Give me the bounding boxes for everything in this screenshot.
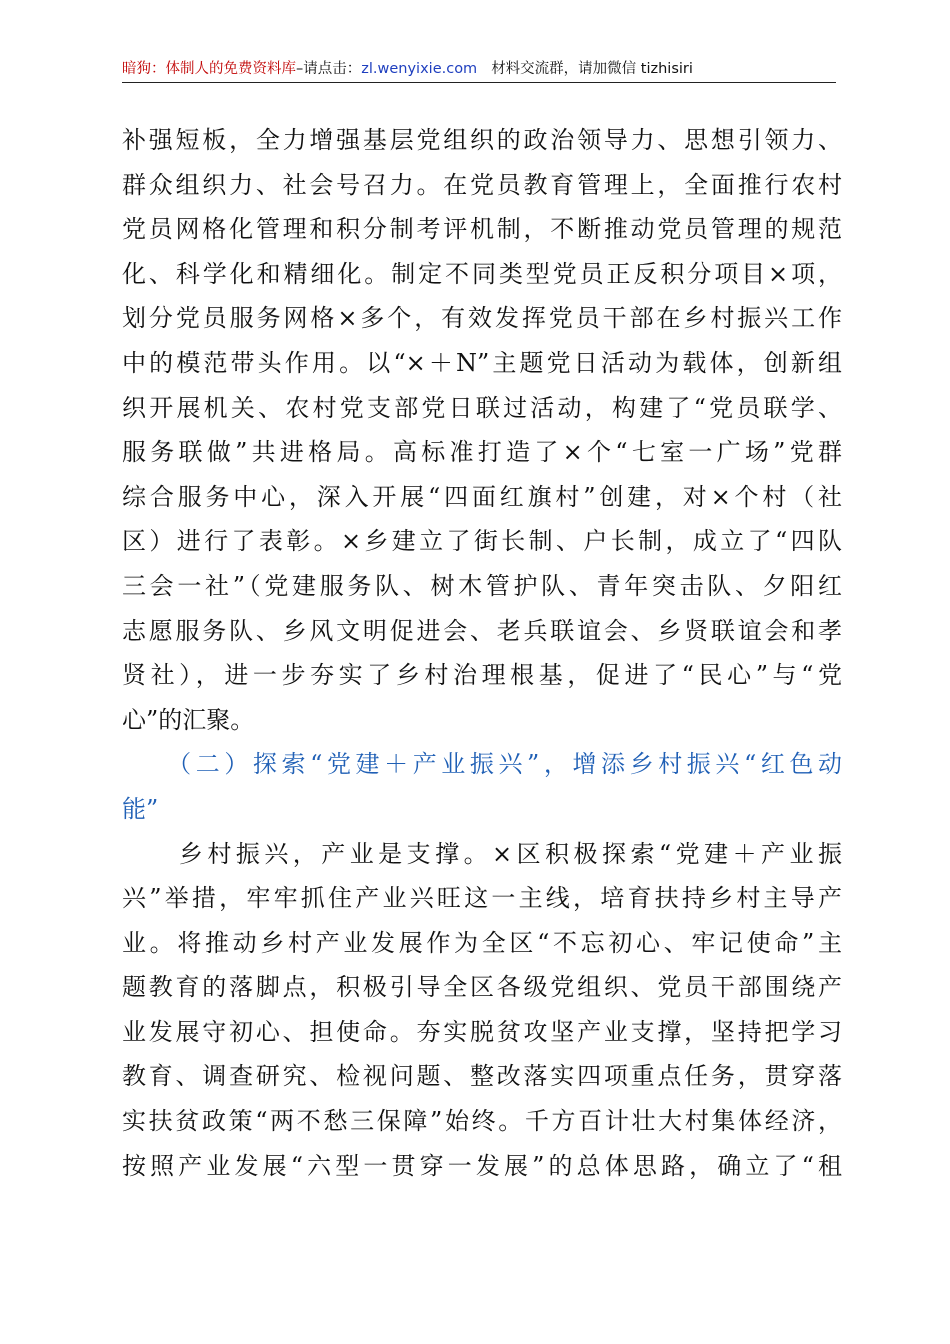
body-line: 划分党员服务网格×多个，有效发挥党员干部在乡村振兴工作 (122, 304, 842, 333)
body-line: 区）进行了表彰。×乡建立了街长制、户长制，成立了“四队 (122, 527, 842, 556)
page-header (122, 58, 836, 80)
body-line: 志愿服务队、乡风文明促进会、老兵联谊会、乡贤联谊会和孝 (122, 616, 842, 645)
body-line: 实扶贫政策“两不愁三保障”始终。千方百计壮大村集体经济， (122, 1107, 842, 1136)
body-line: 群众组织力、社会号召力。在党员教育管理上，全面推行农村 (122, 170, 842, 199)
body-line: 按照产业发展“六型一贯穿一发展”的总体思路，确立了“租 (122, 1151, 842, 1180)
header-wechat-note: 材料交流群，请加微信 tizhisiri (491, 61, 693, 77)
body-line: 党员网格化管理和积分制考评机制，不断推动党员管理的规范 (122, 215, 842, 244)
body-line: 补强短板，全力增强基层党组织的政治领导力、思想引领力、 (122, 126, 842, 154)
body-line: 中的模范带头作用。以“×＋N”主题党日活动为载体，创新组 (122, 348, 842, 377)
body-line: 贤社），进一步夯实了乡村治理根基，促进了“民心”与“党 (122, 661, 842, 690)
body-line: 教育、调查研究、检视问题、整改落实四项重点任务，贯穿落 (122, 1062, 842, 1091)
body-line: 服务联做”共进格局。高标准打造了×个“七室一广场”党群 (122, 438, 842, 467)
body-line: 织开展机关、农村党支部党日联过活动，构建了“党员联学、 (122, 393, 842, 422)
header-link[interactable]: zl.wenyixie.com (361, 61, 478, 77)
body-line: 三会一社”（党建服务队、树木管护队、青年突击队、夕阳红 (122, 571, 842, 600)
body-line: 题教育的落脚点，积极引导全区各级党组织、党员干部围绕产 (122, 973, 842, 1002)
body-line: 业发展守初心、担使命。夯实脱贫攻坚产业支撑，坚持把学习 (122, 1017, 842, 1046)
body-line: 化、科学化和精细化。制定不同类型党员正反积分项目×项， (122, 259, 842, 288)
header-prompt: –请点击： (296, 61, 362, 77)
body-line: 业。将推动乡村产业发展作为全区“不忘初心、牢记使命”主 (122, 928, 842, 957)
body-text (122, 118, 842, 1188)
section-heading-continued: 能” (122, 794, 159, 823)
body-line: 心”的汇聚。 (122, 705, 255, 734)
body-line: 综合服务中心，深入开展“四面红旗村”创建，对×个村（社 (122, 482, 842, 511)
body-line: 乡村振兴，产业是支撑。×区积极探索“党建＋产业振 (122, 839, 842, 868)
header-site-name: 暗狗：体制人的免费资料库 (122, 61, 296, 77)
header-divider (122, 82, 836, 83)
section-heading: （二）探索“党建＋产业振兴”，增添乡村振兴“红色动 (122, 750, 842, 779)
body-line: 兴”举措，牢牢抓住产业兴旺这一主线，培育扶持乡村主导产 (122, 884, 842, 913)
